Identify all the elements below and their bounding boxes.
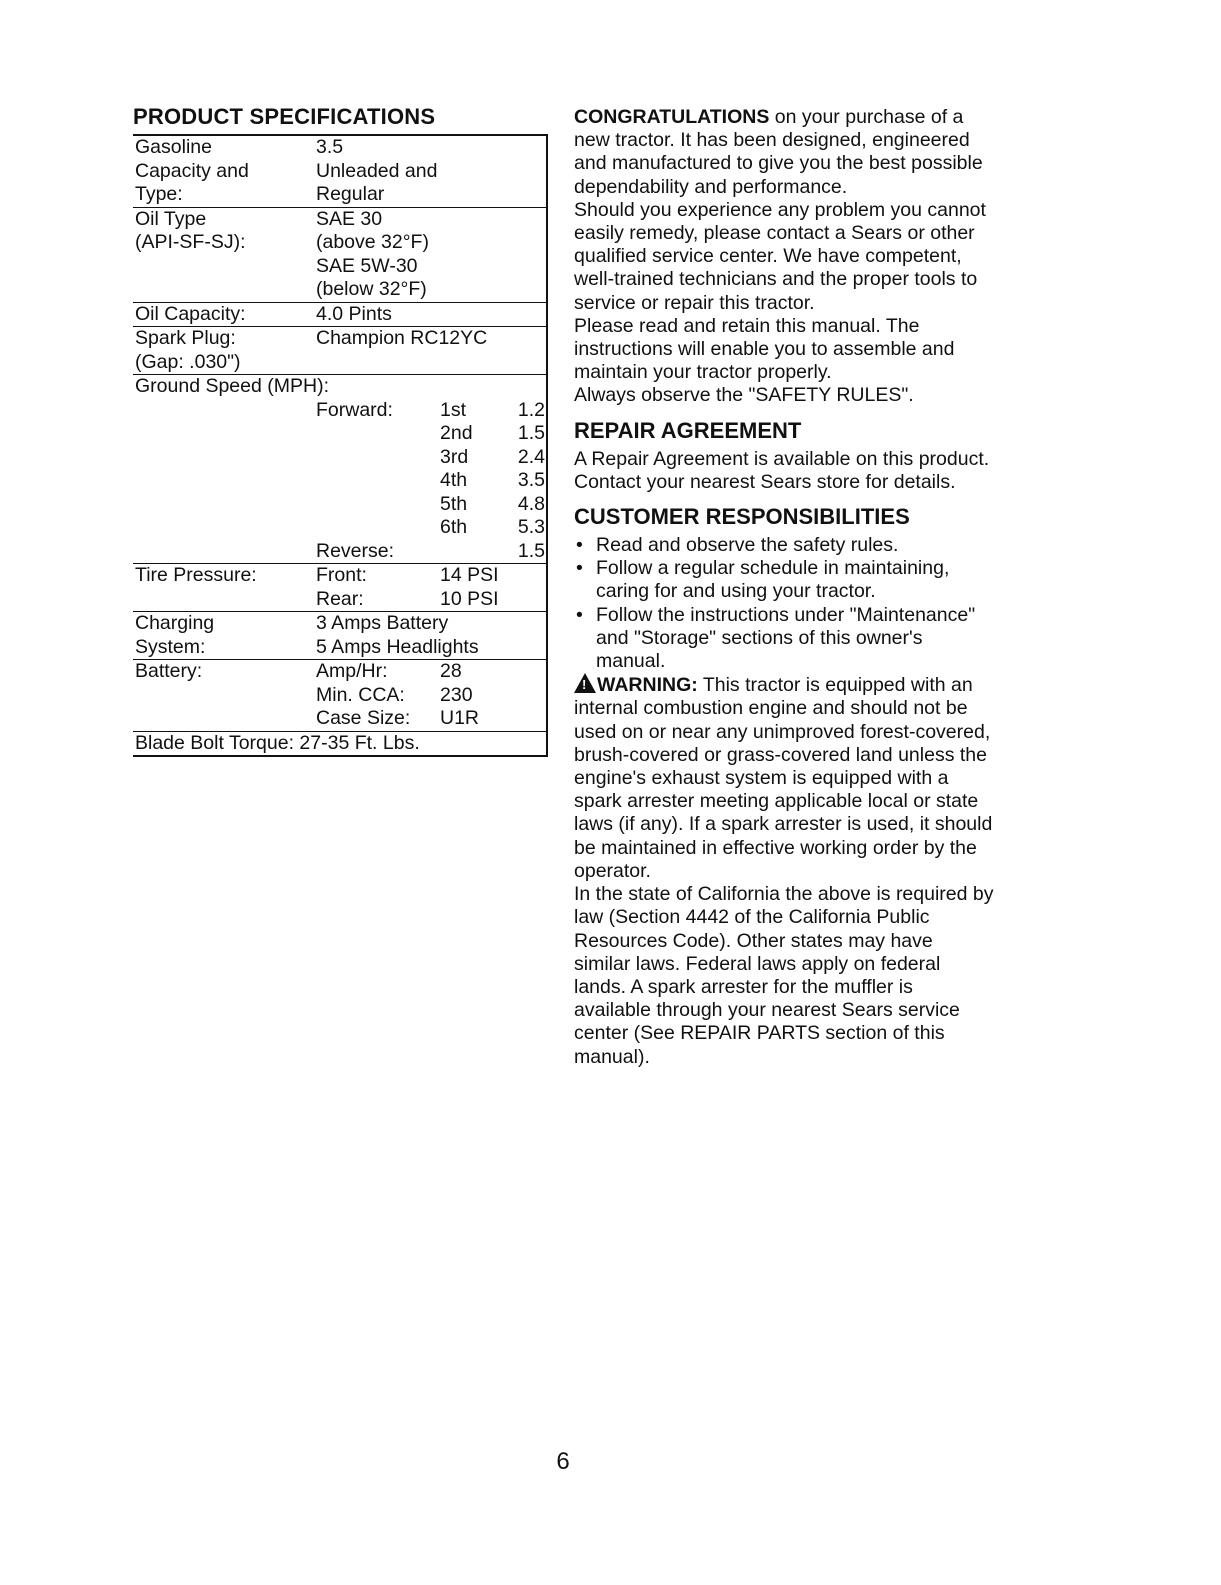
- safety-paragraph: Always observe the "SAFETY RULES".: [574, 384, 914, 407]
- spec-row-spark-plug: [133, 327, 546, 375]
- gear-speed: 4.8: [517, 492, 545, 515]
- front-value: 14 PSI: [440, 564, 499, 586]
- gear-name: 5th: [440, 492, 468, 515]
- spec-label: Battery:: [135, 660, 203, 682]
- customer-responsibilities-heading: CUSTOMER RESPONSIBILITIES: [574, 504, 910, 530]
- blade-torque-text: Blade Bolt Torque: 27-35 Ft. Lbs.: [135, 731, 420, 754]
- forward-label: Forward:: [316, 398, 393, 421]
- gear-row: [133, 399, 546, 423]
- list-item: • Follow the instructions under "Maintenance" and "Storage" sections of this owner's manual.: [574, 604, 994, 674]
- reverse-label: Reverse:: [316, 539, 395, 562]
- rear-label: Rear:: [316, 587, 364, 610]
- repair-agreement-heading: REPAIR AGREEMENT: [574, 417, 802, 443]
- warning-label: WARNING:: [597, 674, 698, 697]
- spec-label: Gasoline: [135, 136, 212, 158]
- gear-row: [133, 446, 546, 470]
- repair-agreement-text: A Repair Agreement is available on this product. Contact your nearest Sears store for details.: [574, 447, 990, 493]
- spec-label: System:: [135, 635, 206, 658]
- warning-paragraph: ! WARNING: This tractor is equipped with an internal combustion engine and should not be used on or near any unimproved forest-covered, brush-covered or grass-covered land unless the engine's exhaust system is equipped with a spark arrester meeting applicable local or state laws (if any). If a spark arrester is used, it should be maintained in effective working order by the operator.: [574, 674, 993, 882]
- spec-value: Champion RC12YC: [316, 327, 488, 349]
- spec-value: SAE 5W-30: [316, 254, 418, 277]
- spec-row-oil-capacity: [133, 303, 546, 328]
- spec-row-ground-speed: [133, 375, 546, 564]
- spec-label: (Gap: .030"): [135, 350, 241, 373]
- california-paragraph: In the state of California the above is required by law (Section 4442 of the California Public Resources Code). Other states may have similar laws. Federal laws apply on federal lands. A spark arrester for the muffler is available through your nearest Sears service center (See REPAIR PARTS section of this manual).: [574, 883, 994, 1068]
- gear-row: [133, 422, 546, 446]
- congratulations-paragraph: CONGRATULATIONS on your purchase of a new tractor. It has been designed, engineered and manufactured to give you the best possible dependability and performance.: [574, 106, 983, 198]
- spec-label: Type:: [135, 183, 183, 205]
- battery-value: U1R: [440, 707, 480, 729]
- spec-value: 3 Amps Battery: [316, 612, 449, 634]
- gear-row: [133, 516, 546, 540]
- warning-triangle-icon: !: [574, 673, 596, 693]
- gear-name: 4th: [440, 469, 468, 491]
- spec-label: Ground Speed (MPH):: [135, 375, 330, 397]
- spec-label: Charging: [135, 612, 215, 634]
- specifications-section: [133, 104, 548, 757]
- gear-speed: 1.2: [517, 398, 545, 421]
- specifications-table: [133, 134, 548, 757]
- spec-label: Oil Type: [135, 207, 207, 230]
- gear-name: 1st: [440, 398, 467, 421]
- gear-speed: 5.3: [517, 516, 545, 538]
- list-item: • Follow a regular schedule in maintaining, caring for and using your tractor.: [574, 557, 994, 603]
- battery-value: 28: [440, 660, 462, 682]
- responsibilities-list: [574, 534, 994, 673]
- spec-value: 4.0 Pints: [316, 302, 392, 325]
- spec-value: 5 Amps Headlights: [316, 635, 479, 658]
- reverse-speed: 1.5: [517, 539, 545, 562]
- gear-row: [133, 469, 546, 493]
- page-number: 6: [556, 1448, 570, 1475]
- rear-value: 10 PSI: [440, 587, 499, 610]
- problem-paragraph: Should you experience any problem you cannot easily remedy, please contact a Sears or other qualified service center. We have competent, well-trained technicians and the proper tools to service or repair this tractor.: [574, 198, 986, 314]
- reverse-row: [133, 540, 546, 564]
- spec-value: (above 32°F): [316, 231, 429, 253]
- spec-value: Regular: [316, 183, 385, 205]
- spec-row-blade-torque: [133, 732, 546, 756]
- gear-speed: 2.4: [517, 445, 545, 468]
- spec-label: Spark Plug:: [135, 327, 236, 349]
- battery-field: Amp/Hr:: [316, 660, 388, 682]
- gear-speed: 3.5: [517, 469, 545, 491]
- front-label: Front:: [316, 564, 367, 586]
- list-item: • Read and observe the safety rules.: [574, 534, 994, 557]
- gear-name: 2nd: [440, 422, 473, 444]
- spec-row-gasoline: [133, 136, 546, 208]
- battery-field: Case Size:: [316, 707, 411, 729]
- battery-field: Min. CCA:: [316, 683, 405, 706]
- spec-row-charging: [133, 612, 546, 660]
- gear-row: [133, 493, 546, 517]
- intro-section: [574, 106, 994, 1069]
- spec-value: Unleaded and: [316, 159, 438, 182]
- retain-paragraph: Please read and retain this manual. The instructions will enable you to assemble and maintain your tractor properly.: [574, 314, 955, 384]
- spec-label: Capacity and: [135, 159, 249, 182]
- spec-value: SAE 30: [316, 207, 383, 230]
- specifications-title: PRODUCT SPECIFICATIONS: [133, 104, 436, 129]
- spec-label: Tire Pressure:: [135, 564, 257, 586]
- gear-name: 3rd: [440, 445, 469, 468]
- spec-row-tire-pressure: [133, 564, 546, 612]
- spec-label: (API-SF-SJ):: [135, 231, 246, 253]
- spec-label: Oil Capacity:: [135, 302, 246, 325]
- spec-row-battery: [133, 660, 546, 732]
- spec-row-oil-type: [133, 208, 546, 303]
- battery-value: 230: [440, 683, 473, 706]
- spec-value: (below 32°F): [316, 278, 427, 300]
- gear-name: 6th: [440, 516, 468, 538]
- gear-speed: 1.5: [517, 422, 545, 444]
- congratulations-heading: CONGRATULATIONS: [574, 106, 770, 128]
- spec-value: 3.5: [316, 136, 344, 158]
